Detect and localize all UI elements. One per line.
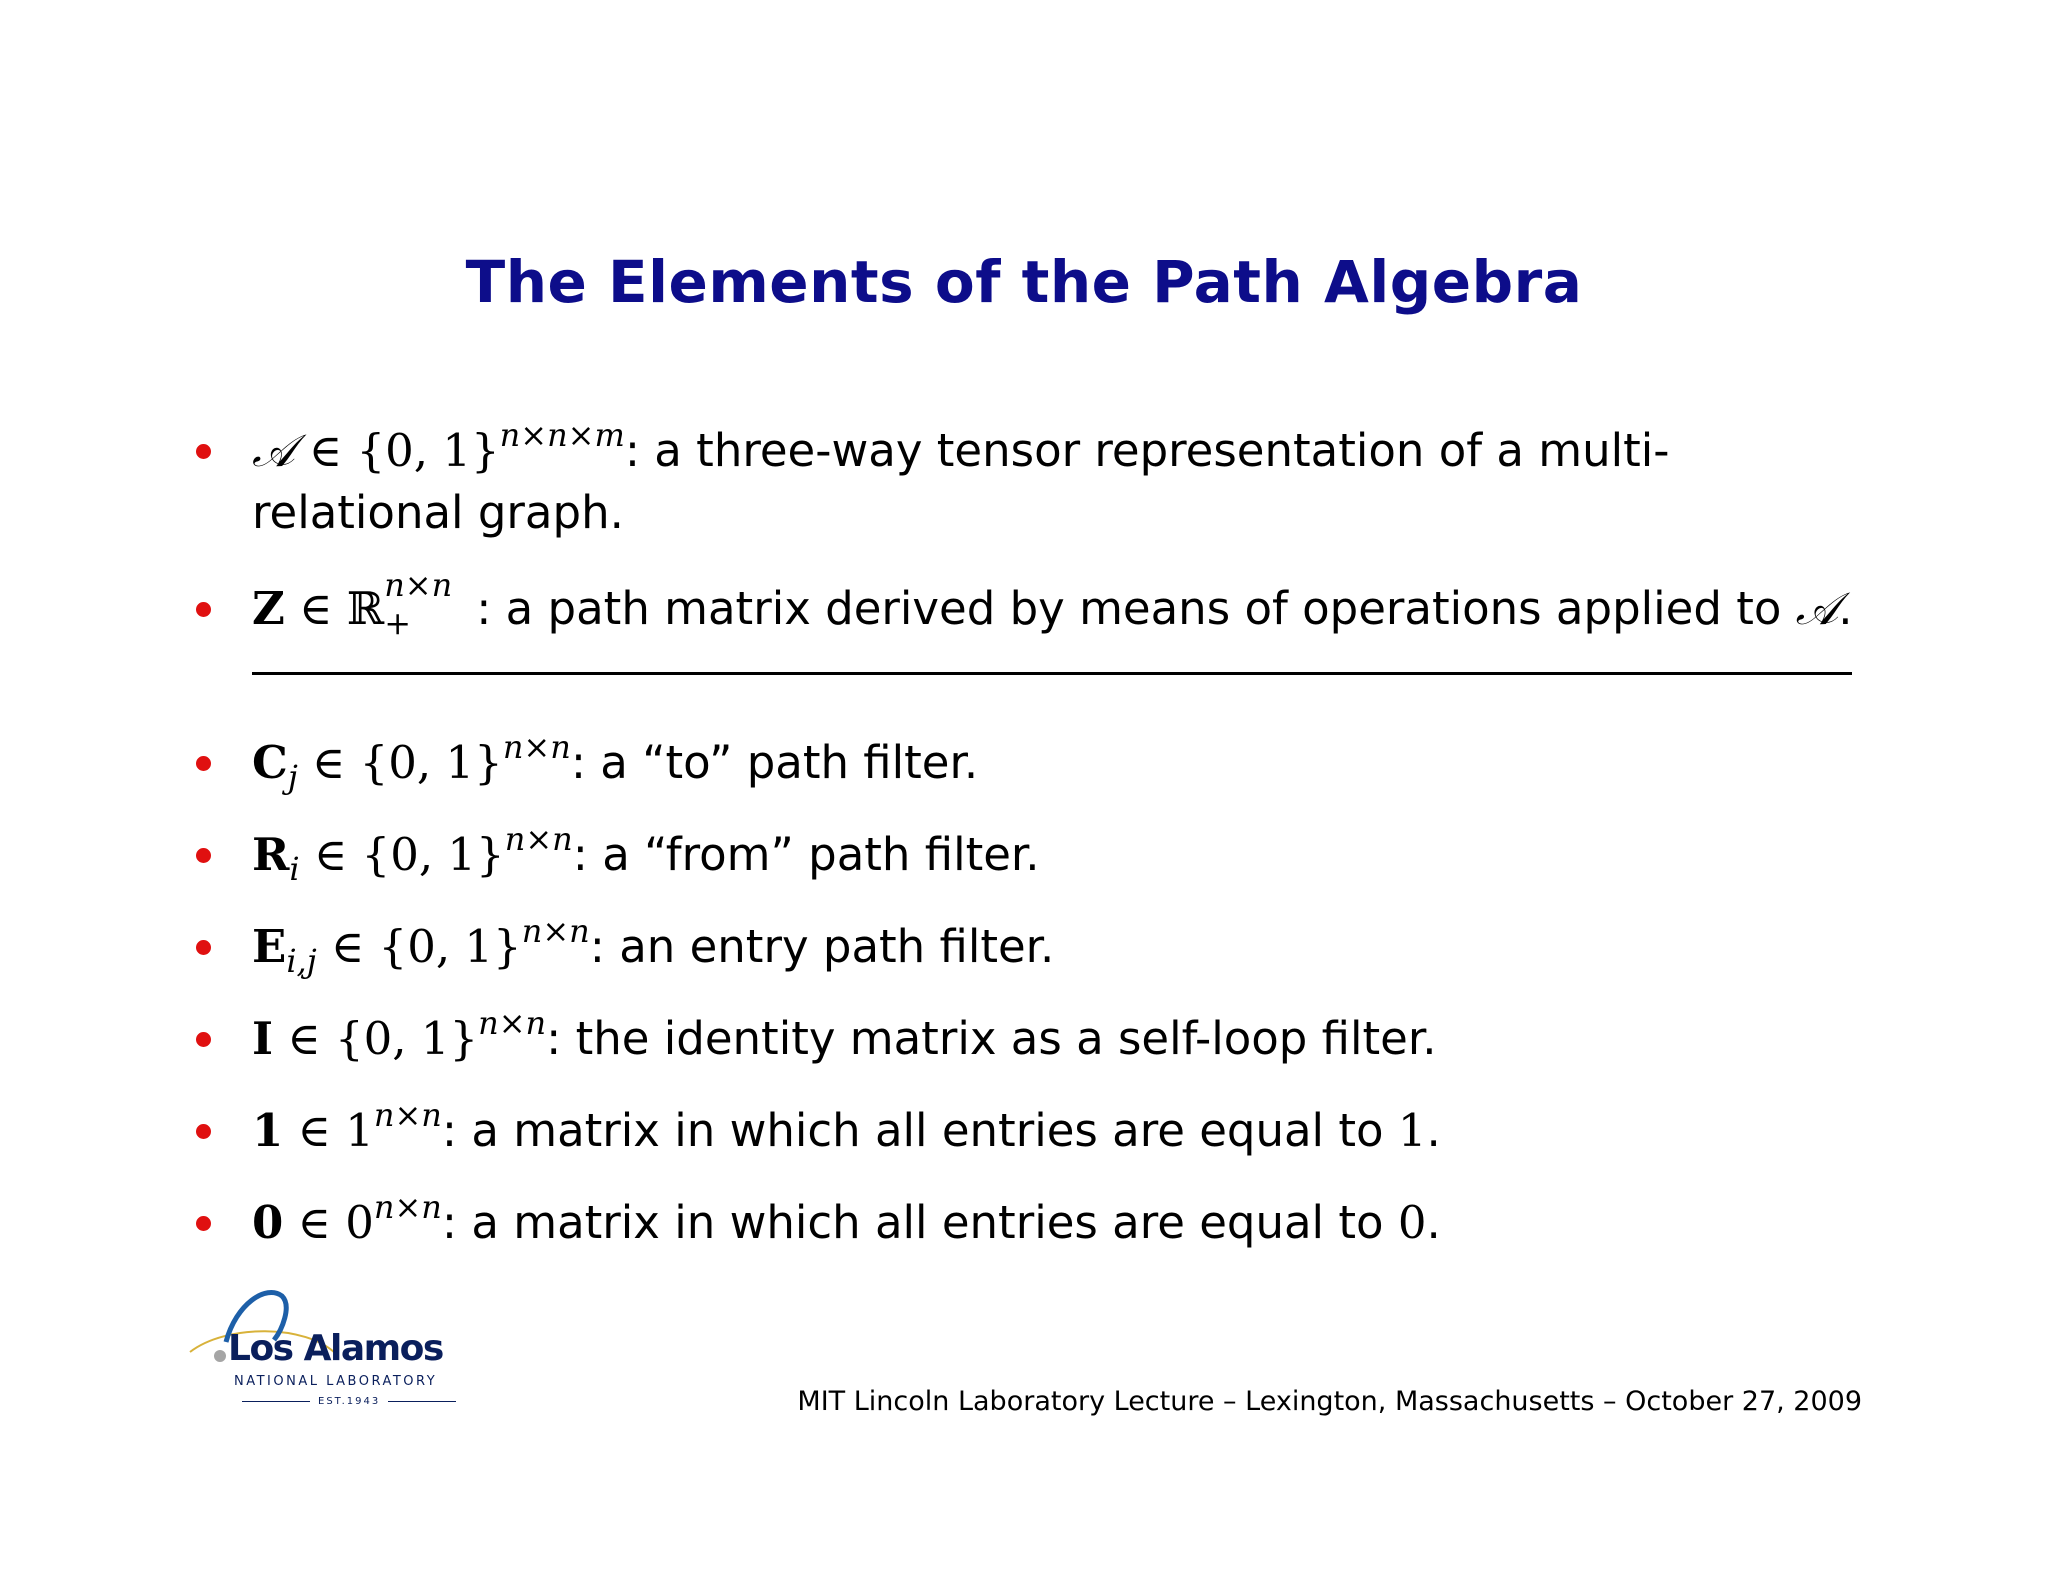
- bullet-text: 0 ∈ $0^{n\times n}$: a matrix in which all entries are equal to 0.: [252, 1188, 1441, 1249]
- logo-established: EST.1943: [234, 1396, 452, 1407]
- bullet-text: I ∈ {0, 1}$^{n\times n}$: the identity matrix as a self-loop filter.: [252, 1004, 1437, 1065]
- bullet-text: $E_{i,j}$ ∈ {0, 1}$^{n\times n}$: an entry path filter.: [252, 912, 1055, 980]
- bullet-text: $C_j$ ∈ {0, 1}$^{n\times n}$: a “to” path filter.: [252, 728, 979, 796]
- logo-wordmark: Los Alamos: [228, 1328, 443, 1369]
- bullet-text: $R_i$ ∈ {0, 1}$^{n\times n}$: a “from” path filter.: [252, 820, 1040, 888]
- bullet-dot: [196, 756, 211, 771]
- bullet-text: 𝒜 ∈ {0, 1}$^{n\times n\times m}$: a three-way tensor representation of a multi-relational graph.: [252, 416, 1670, 539]
- bullet-text: Z ∈ ℝ n×n + : a path matrix derived by means of operations applied to 𝒜.: [252, 566, 1853, 642]
- section-divider: [252, 672, 1852, 675]
- bullet-dot: [196, 602, 211, 617]
- los-alamos-logo: [186, 1284, 462, 1416]
- bullet-dot: [196, 1216, 211, 1231]
- bullet-dot: [196, 1032, 211, 1047]
- footer-caption: MIT Lincoln Laboratory Lecture – Lexington, Massachusetts – October 27, 2009: [797, 1386, 1862, 1417]
- bullet-dot: [196, 848, 211, 863]
- bullet-dot: [196, 444, 211, 459]
- logo-subtitle: NATIONAL LABORATORY: [234, 1374, 438, 1389]
- bullet-dot: [196, 940, 211, 955]
- bullet-text: 1 ∈ $1^{n\times n}$: a matrix in which all entries are equal to 1.: [252, 1096, 1441, 1157]
- bullet-dot: [196, 1124, 211, 1139]
- slide-title: The Elements of the Path Algebra: [465, 248, 1583, 316]
